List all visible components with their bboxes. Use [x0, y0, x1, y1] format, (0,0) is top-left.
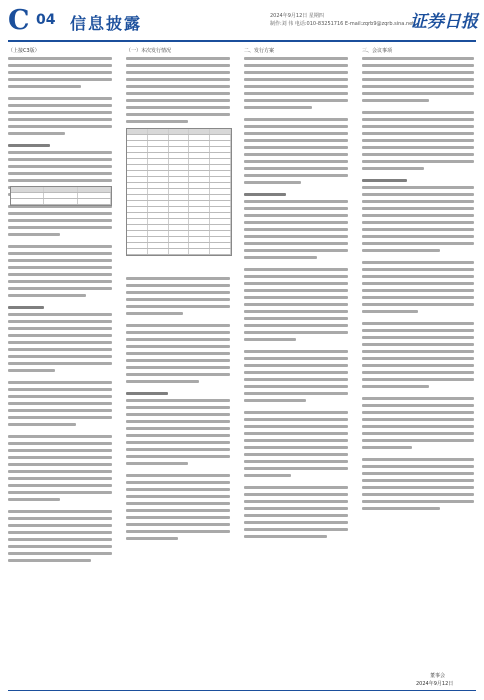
page-title: 信息披露 — [70, 14, 143, 33]
column-1-title: （上接C3版） — [8, 48, 40, 54]
column-4-title: 三、会议事项 — [362, 48, 393, 54]
text-column-4 — [362, 47, 474, 514]
signature-date: 2024年9月12日 — [416, 681, 454, 687]
page-header — [0, 0, 484, 44]
data-table-2 — [126, 128, 232, 256]
page-number: 04 — [36, 12, 56, 28]
section-letter: C — [8, 5, 29, 36]
newspaper-logo: 证券日报 — [410, 12, 478, 32]
column-3-title: 二、发行方案 — [244, 48, 275, 54]
data-table-1 — [10, 186, 112, 206]
date-line: 2024年9月12日 星期四 — [270, 13, 324, 19]
contact-line: 制作:刘 伟 电话:010-83251716 E-mail:zqrb9@zqrb.sina.net — [270, 21, 415, 27]
column-2-title: （一）本次发行情况 — [126, 48, 172, 54]
text-column-1 — [8, 47, 112, 566]
text-column-2 — [126, 47, 230, 544]
signature-board: 董事会 — [430, 673, 446, 679]
footer-divider — [8, 690, 476, 691]
header-divider — [8, 40, 476, 42]
text-column-3 — [244, 47, 348, 542]
